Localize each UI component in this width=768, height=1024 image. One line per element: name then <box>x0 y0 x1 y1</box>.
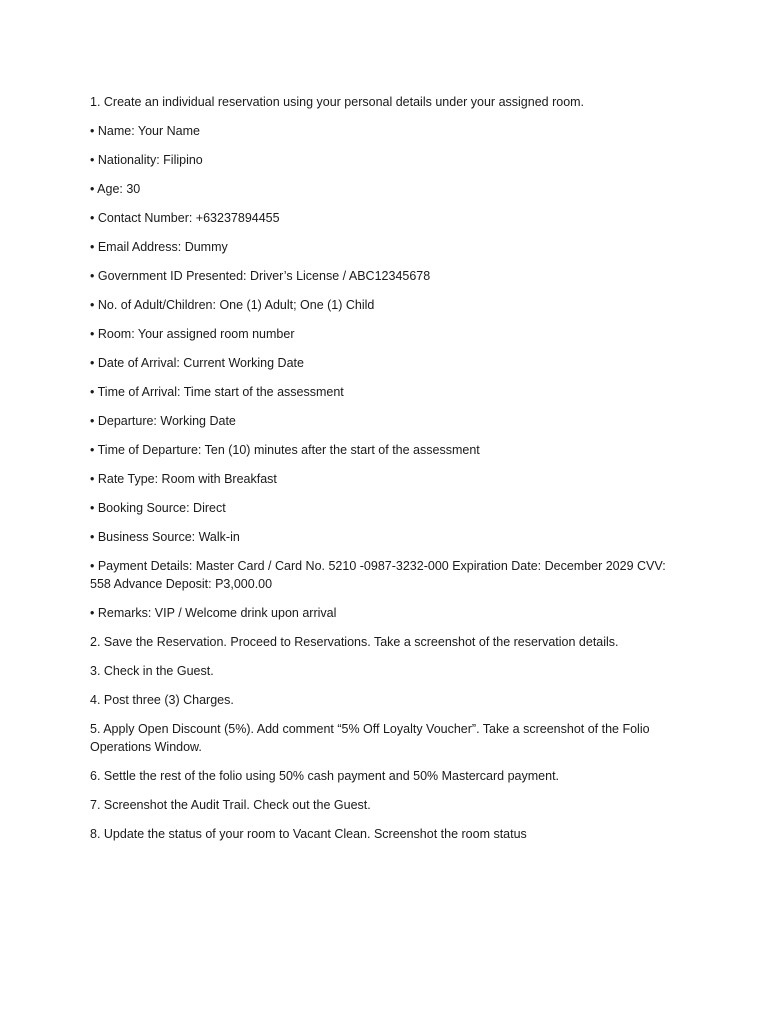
detail-date-of-arrival: • Date of Arrival: Current Working Date <box>90 356 304 370</box>
detail-remarks: • Remarks: VIP / Welcome drink upon arrival <box>90 606 337 620</box>
detail-rate-type: • Rate Type: Room with Breakfast <box>90 472 277 486</box>
detail-payment-details: • Payment Details: Master Card / Card No. 5210 -0987-3232-000 Expiration Date: December 2029 CVV: 558 Advance Deposit: P3,000.00 <box>90 559 666 591</box>
step-1-create-reservation: 1. Create an individual reservation using your personal details under your assigned room. <box>90 95 585 109</box>
step-3-check-in: 3. Check in the Guest. <box>90 664 214 678</box>
step-8-update-room-status: 8. Update the status of your room to Vacant Clean. Screenshot the room status <box>90 827 527 841</box>
detail-age: • Age: 30 <box>90 182 141 196</box>
detail-time-of-departure: • Time of Departure: Ten (10) minutes after the start of the assessment <box>90 443 480 457</box>
detail-adults-children: • No. of Adult/Children: One (1) Adult; One (1) Child <box>90 298 375 312</box>
step-7-audit-trail: 7. Screenshot the Audit Trail. Check out the Guest. <box>90 798 371 812</box>
detail-contact-number: • Contact Number: +63237894455 <box>90 211 280 225</box>
step-4-post-charges: 4. Post three (3) Charges. <box>90 693 234 707</box>
detail-business-source: • Business Source: Walk-in <box>90 530 240 544</box>
detail-name: • Name: Your Name <box>90 124 200 138</box>
step-6-settle-folio: 6. Settle the rest of the folio using 50% cash payment and 50% Mastercard payment. <box>90 769 560 783</box>
step-5-apply-discount: 5. Apply Open Discount (5%). Add comment “5% Off Loyalty Voucher”. Take a screenshot of the Folio Operations Window. <box>90 722 650 754</box>
step-2-save-reservation: 2. Save the Reservation. Proceed to Reservations. Take a screenshot of the reservation details. <box>90 635 619 649</box>
detail-room: • Room: Your assigned room number <box>90 327 295 341</box>
detail-email-address: • Email Address: Dummy <box>90 240 228 254</box>
detail-government-id: • Government ID Presented: Driver’s License / ABC12345678 <box>90 269 431 283</box>
detail-time-of-arrival: • Time of Arrival: Time start of the assessment <box>90 385 344 399</box>
detail-nationality: • Nationality: Filipino <box>90 153 203 167</box>
document-body <box>90 93 680 854</box>
detail-departure: • Departure: Working Date <box>90 414 236 428</box>
detail-booking-source: • Booking Source: Direct <box>90 501 226 515</box>
